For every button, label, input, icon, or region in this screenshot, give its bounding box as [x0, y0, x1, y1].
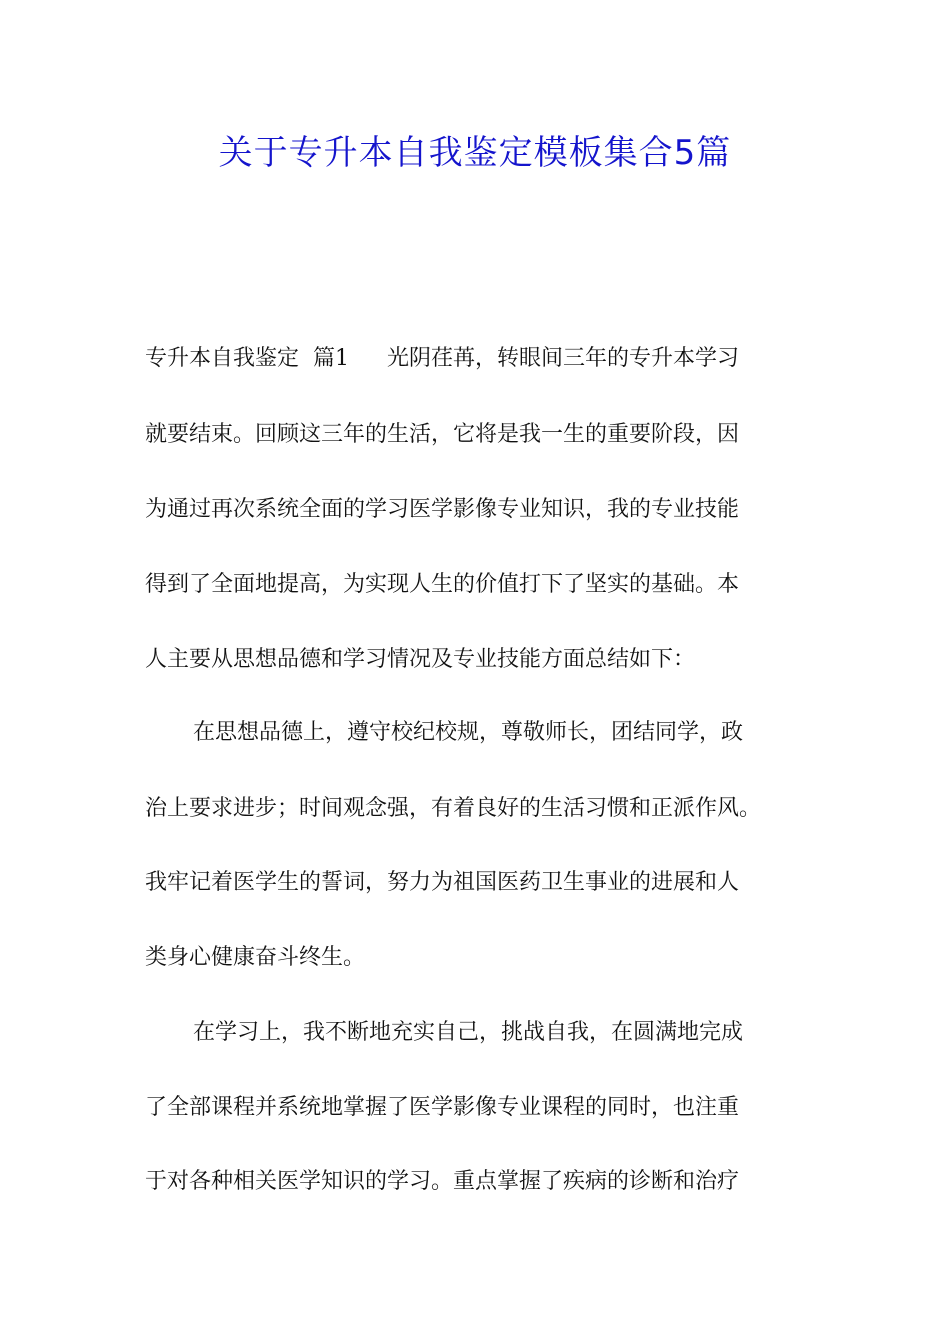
paragraph-line-12: 于对各种相关医学知识的学习。重点掌握了疾病的诊断和治疗 — [145, 1169, 740, 1194]
paragraph-line-3: 为通过再次系统全面的学习医学影像专业知识，我的专业技能 — [145, 497, 740, 522]
paragraph-line-5: 人主要从思想品德和学习情况及专业技能方面总结如下： — [145, 647, 696, 672]
paragraph-line-2: 就要结束。回顾这三年的生活，它将是我一生的重要阶段，因 — [145, 422, 740, 447]
paragraph-line-8: 我牢记着医学生的誓词，努力为祖国医药卫生事业的进展和人 — [145, 870, 740, 895]
section-heading: 专升本自我鉴定 篇1 — [145, 346, 349, 371]
paragraph-line-1 — [145, 344, 739, 374]
document-title: 关于专升本自我鉴定模板集合5篇 — [218, 133, 732, 173]
paragraph-line-11: 了全部课程并系统地掌握了医学影像专业课程的同时，也注重 — [145, 1095, 740, 1120]
paragraph-line-6: 在思想品德上，遵守校纪校规，尊敬师长，团结同学，政 — [193, 720, 744, 745]
paragraph-line-4: 得到了全面地提高，为实现人生的价值打下了坚实的基础。本 — [145, 572, 740, 597]
paragraph-line-10: 在学习上，我不断地充实自己，挑战自我，在圆满地完成 — [193, 1020, 744, 1045]
paragraph-line-7: 治上要求进步；时间观念强，有着良好的生活习惯和正派作风。 — [145, 796, 762, 821]
paragraph-text: 光阴荏苒，转眼间三年的专升本学习 — [386, 346, 739, 371]
paragraph-line-9: 类身心健康奋斗终生。 — [145, 945, 366, 970]
